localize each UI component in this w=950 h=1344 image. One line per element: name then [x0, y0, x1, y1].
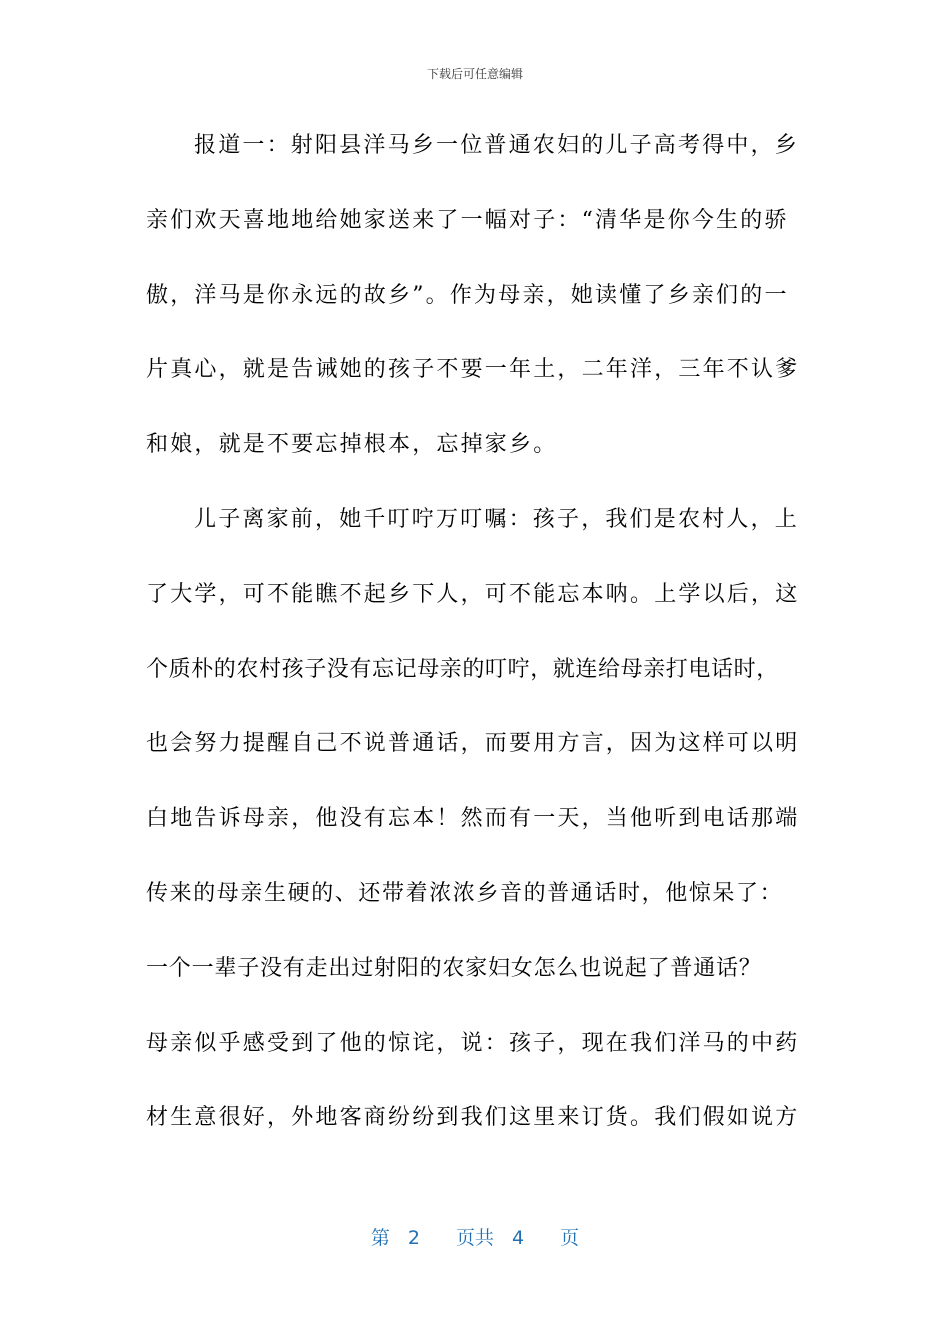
paragraph-line: 报道一：射阳县洋马乡一位普通农妇的儿子高考得中，乡 — [194, 133, 800, 158]
current-page-number: 2 — [407, 1227, 420, 1249]
paragraph-line: 个质朴的农村孩子没有忘记母亲的叮咛，就连给母亲打电话时， — [146, 656, 779, 682]
paragraph-line: 传来的母亲生硬的、还带着浓浓乡音的普通话时，他惊呆了： — [146, 880, 784, 906]
paragraph-line: 一个一辈子没有走出过射阳的农家妇女怎么也说起了普通话？ — [146, 955, 762, 981]
page-label-prefix: 第 — [370, 1227, 390, 1249]
paragraph-line: 傲，洋马是你永远的故乡”。作为母亲，她读懂了乡亲们的一 — [146, 282, 789, 308]
header-note: 下载后可任意编辑 — [426, 67, 523, 81]
page-label-suffix: 页 — [560, 1227, 580, 1249]
paragraph-line: 亲们欢天喜地地给她家送来了一幅对子：“清华是你今生的骄 — [146, 207, 789, 233]
paragraph-line: 儿子离家前，她千叮咛万叮嘱：孩子，我们是农村人，上 — [194, 506, 800, 532]
paragraph-line: 母亲似乎感受到了他的惊诧，说：孩子，现在我们洋马的中药 — [146, 1030, 800, 1056]
paragraph-line: 白地告诉母亲，他没有忘本！然而有一天，当他听到电话那端 — [146, 806, 800, 832]
paragraph-line: 了大学，可不能瞧不起乡下人，可不能忘本呐。上学以后，这 — [146, 581, 800, 607]
paragraph-line: 片真心，就是告诫她的孩子不要一年土，二年洋，三年不认爹 — [146, 357, 800, 383]
page-label-middle: 页共 — [455, 1227, 494, 1249]
paragraph-line: 也会努力提醒自己不说普通话，而要用方言，因为这样可以明 — [146, 731, 800, 757]
paragraph-line: 和娘，就是不要忘掉根本，忘掉家乡。 — [146, 432, 558, 458]
page-footer — [0, 1226, 950, 1250]
paragraph-line: 材生意很好，外地客商纷纷到我们这里来订货。我们假如说方 — [146, 1105, 800, 1131]
document-body — [146, 125, 806, 1172]
total-pages-number: 4 — [512, 1227, 525, 1249]
